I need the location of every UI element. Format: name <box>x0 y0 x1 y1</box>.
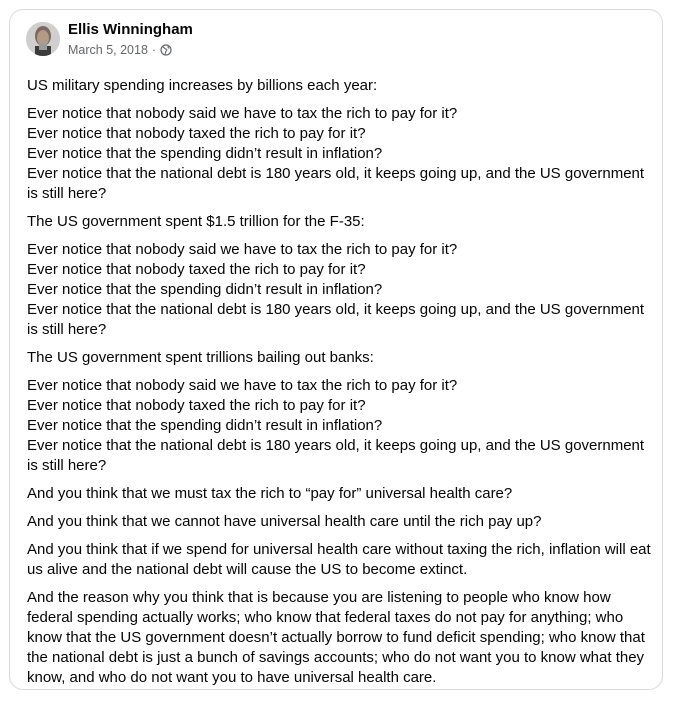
avatar-photo <box>26 22 60 56</box>
post-paragraph <box>27 376 651 476</box>
post-paragraph <box>27 104 651 204</box>
post-text-line: Ever notice that the national debt is 180 years old, it keeps going up, and the US government is still here? <box>27 165 645 202</box>
post-text-line: Ever notice that nobody taxed the rich to pay for it? <box>27 125 366 142</box>
post-paragraph <box>27 76 651 96</box>
post-paragraph <box>27 484 651 504</box>
post-meta <box>68 43 172 57</box>
post-text-line: Ever notice that the spending didn’t result in inflation? <box>27 145 383 162</box>
post-text-line: Ever notice that the national debt is 180 years old, it keeps going up, and the US government is still here? <box>27 301 645 338</box>
post-text-line: And you think that we cannot have universal health care until the rich pay up? <box>27 513 542 530</box>
post-text-line: And the reason why you think that is because you are listening to people who know how federal spending actually works; who know that federal taxes do not pay for anything; who know that the US government doesn’t actually borrow to fund deficit spending; who know that the national debt is just a bunch of savings accounts; who do not want you to know what they know, and who do not want you to have universal health care. <box>27 589 645 686</box>
post-paragraph <box>27 588 651 688</box>
meta-separator: · <box>151 43 157 57</box>
post-text-line: Ever notice that the spending didn’t result in inflation? <box>27 281 383 298</box>
post-date[interactable]: March 5, 2018 <box>68 43 148 57</box>
post-text-line: And you think that if we spend for universal health care without taxing the rich, inflation will eat us alive and the national debt will cause the US to become extinct. <box>27 541 651 578</box>
post-paragraph <box>27 540 651 580</box>
post-text-line: Ever notice that nobody said we have to tax the rich to pay for it? <box>27 241 458 258</box>
author-name[interactable]: Ellis Winningham <box>68 21 193 38</box>
post-text-line: The US government spent trillions bailing out banks: <box>27 349 374 366</box>
post-text-line: Ever notice that nobody taxed the rich to pay for it? <box>27 397 366 414</box>
post-paragraph <box>27 512 651 532</box>
post-body <box>27 76 651 696</box>
post-text-line: The US government spent $1.5 trillion for the F-35: <box>27 213 365 230</box>
post-text-line: Ever notice that nobody said we have to tax the rich to pay for it? <box>27 105 458 122</box>
globe-icon[interactable] <box>160 44 172 56</box>
post-text-line: US military spending increases by billions each year: <box>27 77 378 94</box>
post-text-line: Ever notice that nobody said we have to tax the rich to pay for it? <box>27 377 458 394</box>
post-paragraph <box>27 348 651 368</box>
post-text-line: Ever notice that nobody taxed the rich to pay for it? <box>27 261 366 278</box>
post-text-line: Ever notice that the spending didn’t result in inflation? <box>27 417 383 434</box>
post-paragraph <box>27 240 651 340</box>
post-card <box>9 9 663 690</box>
post-text-line: And you think that we must tax the rich to “pay for” universal health care? <box>27 485 513 502</box>
avatar[interactable] <box>26 22 60 56</box>
post-text-line: Ever notice that the national debt is 180 years old, it keeps going up, and the US government is still here? <box>27 437 645 474</box>
post-paragraph <box>27 212 651 232</box>
